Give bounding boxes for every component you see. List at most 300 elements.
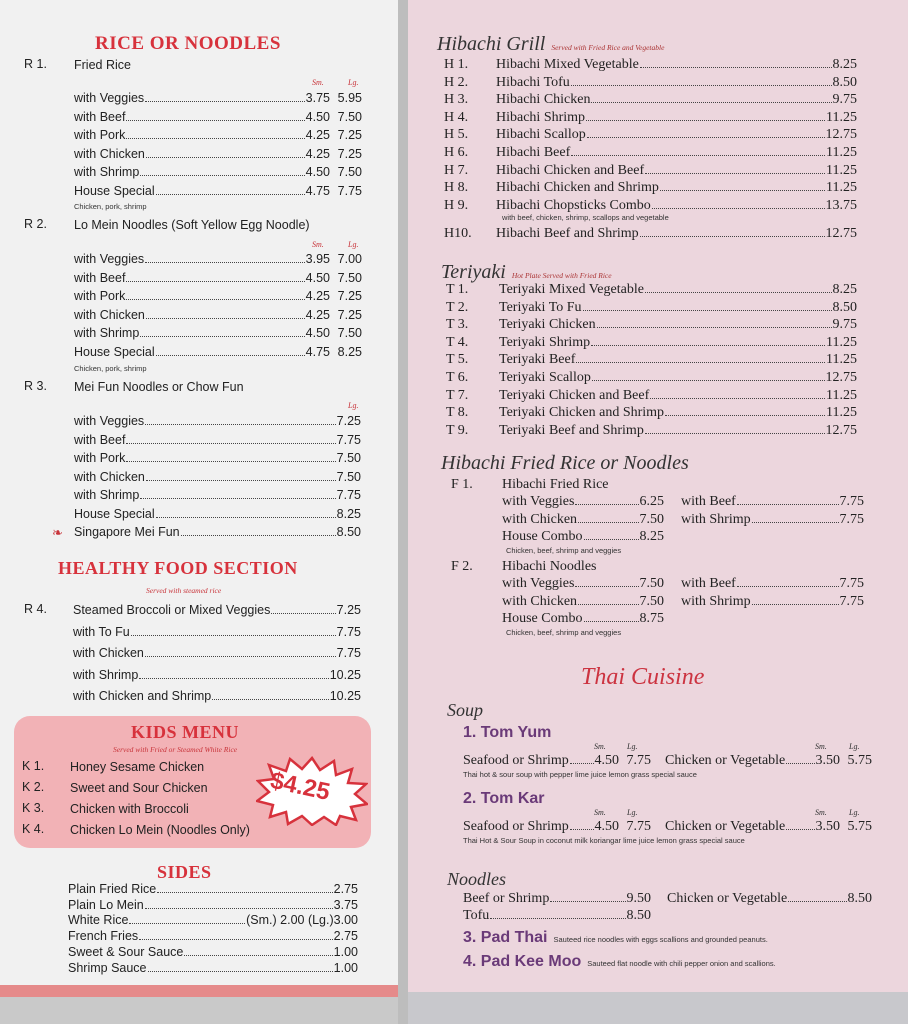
item-code: R 1. xyxy=(24,57,47,71)
item-price: 13.75 xyxy=(825,197,857,213)
menu-item-row xyxy=(73,645,361,662)
healthy-food-title: HEALTHY FOOD SECTION xyxy=(58,558,298,578)
dot-leader xyxy=(145,101,304,102)
item-price: 8.50 xyxy=(626,908,651,923)
size-large-header: Lg. xyxy=(348,78,359,87)
item-note: Thai Hot & Sour Soup in coconut milk koriangar lime juice lemon grass special sauce xyxy=(463,836,745,845)
menu-item-row xyxy=(74,164,362,181)
menu-item-row xyxy=(496,179,857,197)
item-name: with Chicken xyxy=(74,469,145,484)
menu-item-row xyxy=(74,524,361,541)
menu-item-row xyxy=(74,506,361,523)
item-price: 2.75 xyxy=(333,882,358,896)
noodles-heading: Noodles xyxy=(447,869,507,889)
item-price-large: 7.25 xyxy=(337,146,362,161)
item-price: 12.75 xyxy=(825,226,857,241)
dot-leader xyxy=(550,901,625,902)
item-name: Hibachi Chicken and Beef xyxy=(496,162,645,178)
item-code: T 9. xyxy=(446,422,469,438)
item-name: with Chicken xyxy=(502,512,578,527)
dot-leader xyxy=(157,892,332,893)
soup-item-title: 2. Tom Kar xyxy=(463,790,545,807)
item-note: Chicken, beef, shrimp and veggies xyxy=(506,546,622,555)
menu-item-row xyxy=(74,251,362,268)
item-code: H 4. xyxy=(444,109,469,125)
item-name: Hibachi Mixed Vegetable xyxy=(496,57,639,72)
dot-leader xyxy=(645,173,825,174)
menu-item-row xyxy=(667,890,872,908)
healthy-food-subtitle: Served with steamed rice xyxy=(146,586,222,595)
dot-leader xyxy=(126,299,304,300)
item-price-large: 7.75 xyxy=(626,753,651,768)
item-price: 7.75 xyxy=(839,576,864,591)
section-title: Hibachi Grill xyxy=(437,33,546,55)
kids-price: $4.25 xyxy=(267,767,333,806)
menu-item-row xyxy=(496,144,857,162)
item-price: 11.25 xyxy=(826,387,857,403)
item-name: with Veggies xyxy=(502,494,575,509)
item-price: 4.25 xyxy=(305,146,330,161)
size-small-header: Sm. xyxy=(594,742,606,751)
item-code: T 8. xyxy=(446,405,469,421)
dot-leader xyxy=(571,155,825,156)
menu-item-row xyxy=(463,818,651,836)
dot-leader xyxy=(652,208,825,209)
item-note: Sauteed rice noodles with eggs scallions and grounded peanuts. xyxy=(553,935,768,944)
dot-leader xyxy=(592,380,825,381)
item-title: Hibachi Fried Rice xyxy=(502,477,609,492)
item-price: 8.25 xyxy=(832,57,857,72)
item-price: 4.75 xyxy=(305,344,330,359)
menu-item-row xyxy=(681,575,864,593)
item-name: Hibachi Beef and Shrimp xyxy=(496,226,639,241)
dot-leader xyxy=(145,908,333,909)
item-note: Sauteed flat noodle with chili pepper onion and scallions. xyxy=(587,959,776,968)
item-name: Plain Fried Rice xyxy=(68,882,157,896)
item-price-large: 5.95 xyxy=(337,91,362,105)
item-price: 12.75 xyxy=(825,422,857,438)
spicy-pepper-icon: ❧ xyxy=(52,525,63,540)
dot-leader xyxy=(597,327,832,328)
item-price-large: 7.25 xyxy=(337,128,362,142)
dot-leader xyxy=(140,498,335,499)
item-price: 9.75 xyxy=(832,317,857,333)
item-price-large: 7.25 xyxy=(337,307,362,322)
item-name: House Special xyxy=(74,183,155,198)
menu-item-row xyxy=(463,752,651,770)
item-price-large: 7.50 xyxy=(337,270,362,285)
sides-title: SIDES xyxy=(157,862,212,882)
menu-item-row xyxy=(665,752,872,770)
item-price: 6.25 xyxy=(639,494,664,509)
item-name: with Shrimp xyxy=(74,165,140,179)
item-price: 11.25 xyxy=(826,405,857,421)
item-name: Teriyaki Beef xyxy=(499,352,576,368)
item-price: 1.00 xyxy=(333,944,358,959)
menu-item-row xyxy=(73,624,361,641)
item-name: with Shrimp xyxy=(73,667,139,682)
dot-leader xyxy=(583,310,832,311)
item-name: Teriyaki Chicken and Beef xyxy=(499,387,650,403)
item-price: 3.95 xyxy=(305,252,330,266)
section-subtitle: Hot Plate Served with Fried Rice xyxy=(511,271,612,280)
item-price: 4.50 xyxy=(594,819,619,834)
dot-leader xyxy=(640,67,832,68)
menu-item-row xyxy=(681,493,864,511)
kids-menu-subtitle: Served with Fried or Steamed White Rice xyxy=(113,745,238,754)
item-name: with Pork xyxy=(74,128,126,142)
noodle-item-title: 3. Pad Thai xyxy=(463,929,548,946)
item-name: with Chicken xyxy=(74,307,145,322)
dot-leader xyxy=(737,504,839,505)
item-price: 11.25 xyxy=(826,352,857,368)
item-price: 1.00 xyxy=(333,960,358,975)
menu-item-row xyxy=(496,109,857,127)
size-large-header: Lg. xyxy=(849,808,860,817)
dot-leader xyxy=(645,433,825,434)
dot-leader xyxy=(181,535,336,536)
item-name: Chicken or Vegetable xyxy=(667,891,788,906)
dot-leader xyxy=(578,522,638,523)
dot-leader xyxy=(145,656,336,657)
section-title: Teriyaki xyxy=(441,261,506,283)
kids-item-code: K 3. xyxy=(22,801,45,815)
dot-leader xyxy=(156,355,305,356)
menu-item-row xyxy=(73,667,361,684)
item-name: Seafood or Shrimp xyxy=(463,753,569,768)
menu-item-row xyxy=(499,299,857,317)
side-item-row xyxy=(68,898,358,913)
item-name: Steamed Broccoli or Mixed Veggies xyxy=(73,603,271,617)
item-code: R 4. xyxy=(24,602,47,616)
size-small-header: Sm. xyxy=(312,240,324,249)
item-mid-price: (Sm.) 2.00 (Lg.) xyxy=(246,913,334,928)
noodle-item xyxy=(463,929,768,947)
dot-leader xyxy=(126,120,304,121)
section-title: Hibachi Fried Rice or Noodles xyxy=(441,452,689,474)
item-name: Teriyaki Chicken xyxy=(499,317,596,333)
dot-leader xyxy=(271,613,335,614)
menu-item-row xyxy=(74,109,362,126)
page-edge xyxy=(0,997,398,1024)
item-name: Hibachi Scallop xyxy=(496,127,586,143)
page-edge xyxy=(408,992,908,1024)
item-title: Lo Mein Noodles (Soft Yellow Egg Noodle) xyxy=(74,218,310,232)
dot-leader xyxy=(148,971,333,972)
item-price: 4.50 xyxy=(594,753,619,768)
item-price: 8.25 xyxy=(336,506,361,521)
dot-leader xyxy=(587,137,825,138)
item-name: with Beef xyxy=(74,270,126,285)
item-price: 4.25 xyxy=(305,289,330,303)
menu-item-row xyxy=(74,413,361,430)
item-price: 11.25 xyxy=(826,162,857,178)
menu-item-row xyxy=(502,511,664,529)
side-item-row xyxy=(68,882,358,897)
menu-item-row xyxy=(74,307,362,324)
item-name: Singapore Mei Fun xyxy=(74,525,180,539)
item-price: 8.75 xyxy=(639,611,664,626)
item-name: with Veggies xyxy=(74,252,145,266)
item-name: with Beef xyxy=(74,109,126,124)
kids-item-name: Sweet and Sour Chicken xyxy=(70,781,208,795)
size-small-header: Sm. xyxy=(815,742,827,751)
item-name: House Special xyxy=(74,344,155,359)
item-code: T 3. xyxy=(446,317,469,333)
item-price: 8.25 xyxy=(832,282,857,297)
item-name: with Beef xyxy=(74,432,126,447)
dot-leader xyxy=(140,175,304,176)
item-name: with Chicken xyxy=(502,594,578,609)
item-price: 7.75 xyxy=(336,624,361,639)
menu-item-row xyxy=(681,593,864,611)
dot-leader xyxy=(570,829,594,830)
dot-leader xyxy=(640,236,825,237)
menu-item-row xyxy=(499,351,857,369)
dot-leader xyxy=(184,955,332,956)
item-name: with Shrimp xyxy=(681,512,751,527)
item-title: Fried Rice xyxy=(74,58,131,72)
dot-leader xyxy=(139,678,328,679)
menu-item-row xyxy=(74,127,362,144)
page-fold xyxy=(398,0,408,1024)
item-price: 7.75 xyxy=(336,646,361,660)
item-code: T 1. xyxy=(446,282,469,297)
item-name: Plain Lo Mein xyxy=(68,897,144,912)
rice-noodles-title: RICE OR NOODLES xyxy=(95,33,281,54)
dot-leader xyxy=(591,345,825,346)
item-price: 7.25 xyxy=(336,414,361,428)
item-code: T 5. xyxy=(446,352,469,368)
item-code: H 9. xyxy=(444,197,469,213)
item-name: with Beef xyxy=(681,576,736,591)
dot-leader xyxy=(140,336,304,337)
noodle-item xyxy=(463,953,776,971)
dot-leader xyxy=(146,318,305,319)
item-price: 8.50 xyxy=(336,525,361,539)
dot-leader xyxy=(752,522,839,523)
menu-item-row xyxy=(499,404,857,422)
item-name: Teriyaki Beef and Shrimp xyxy=(499,422,644,438)
item-price: 7.50 xyxy=(639,594,664,609)
dot-leader xyxy=(586,120,825,121)
dot-leader xyxy=(126,461,335,462)
item-price: 4.50 xyxy=(305,270,330,285)
dot-leader xyxy=(645,292,832,293)
item-price: 7.50 xyxy=(336,469,361,484)
item-price-large: 7.50 xyxy=(337,326,362,340)
item-name: Hibachi Chicken xyxy=(496,92,591,108)
dot-leader xyxy=(156,517,336,518)
item-name: Teriyaki Chicken and Shrimp xyxy=(499,405,665,421)
menu-item-row xyxy=(502,575,664,593)
dot-leader xyxy=(660,190,825,191)
item-name: Chicken or Vegetable xyxy=(665,819,786,834)
item-price: 11.25 xyxy=(826,180,857,196)
soup-heading: Soup xyxy=(447,700,483,720)
kids-item-code: K 2. xyxy=(22,780,45,794)
menu-item-row xyxy=(74,270,362,287)
menu-item-row xyxy=(502,493,664,511)
item-price: 2.75 xyxy=(333,929,358,944)
menu-item-row xyxy=(74,344,362,361)
dot-leader xyxy=(571,85,832,86)
item-code: H 8. xyxy=(444,180,469,196)
item-price: 3.50 xyxy=(815,819,840,834)
side-item-row xyxy=(68,929,358,944)
dot-leader xyxy=(575,586,638,587)
dot-leader xyxy=(490,918,625,919)
item-name: Beef or Shrimp xyxy=(463,891,550,906)
dot-leader xyxy=(126,138,304,139)
size-large-header: Lg. xyxy=(849,742,860,751)
menu-item-row xyxy=(74,325,362,342)
item-name: with Veggies xyxy=(74,414,145,428)
item-name: with Beef xyxy=(681,494,736,509)
menu-item-row xyxy=(496,56,857,74)
item-price: 9.75 xyxy=(832,92,857,108)
item-price: 11.25 xyxy=(826,334,857,350)
item-title: Hibachi Noodles xyxy=(502,559,597,574)
item-price: 11.25 xyxy=(826,109,857,125)
dot-leader xyxy=(591,102,831,103)
menu-item-row xyxy=(463,907,651,925)
size-small-header: Sm. xyxy=(594,808,606,817)
item-price: 9.50 xyxy=(626,891,651,906)
dot-leader xyxy=(665,415,825,416)
item-price-large: 7.50 xyxy=(337,109,362,124)
side-item-row xyxy=(68,945,358,960)
item-price: 7.75 xyxy=(839,494,864,509)
item-price: 7.50 xyxy=(639,576,664,591)
menu-item-row xyxy=(681,511,864,529)
dot-leader xyxy=(584,621,639,622)
item-name: with Pork xyxy=(74,451,126,465)
item-code: H10. xyxy=(444,226,472,241)
item-code: T 2. xyxy=(446,299,469,315)
item-name: with Veggies xyxy=(74,91,145,105)
item-code: H 1. xyxy=(444,57,469,72)
item-price: 7.75 xyxy=(336,488,361,502)
dot-leader xyxy=(650,398,825,399)
side-item-row xyxy=(68,913,358,928)
item-code: T 7. xyxy=(446,387,469,403)
size-large-header: Lg. xyxy=(627,808,638,817)
hibachi-grill-heading xyxy=(437,33,664,56)
item-name: with Shrimp xyxy=(74,326,140,340)
kids-item-code: K 4. xyxy=(22,822,45,836)
kids-item-name: Chicken with Broccoli xyxy=(70,802,189,816)
size-large-header: Lg. xyxy=(348,401,359,410)
menu-item-row xyxy=(74,146,362,163)
item-price: 3.00 xyxy=(333,913,358,928)
item-price-large: 7.00 xyxy=(337,252,362,266)
item-price: 12.75 xyxy=(825,370,857,385)
item-price: 7.75 xyxy=(336,432,361,447)
item-name: House Combo xyxy=(502,611,583,626)
kids-item-name: Chicken Lo Mein (Noodles Only) xyxy=(70,823,250,837)
item-price: 3.75 xyxy=(333,897,358,912)
item-name: Hibachi Beef xyxy=(496,145,571,160)
size-large-header: Lg. xyxy=(348,240,359,249)
dot-leader xyxy=(131,635,336,636)
item-name: Seafood or Shrimp xyxy=(463,819,569,834)
dot-leader xyxy=(578,604,638,605)
item-note: Chicken, pork, shrimp xyxy=(74,202,147,211)
bottom-strip xyxy=(0,985,398,997)
item-code: H 3. xyxy=(444,92,469,108)
item-name: White Rice xyxy=(68,913,129,928)
item-name: House Combo xyxy=(502,529,583,544)
item-name: with Pork xyxy=(74,289,126,303)
item-price-large: 7.25 xyxy=(337,289,362,303)
menu-item-row xyxy=(496,162,857,180)
dot-leader xyxy=(139,939,333,940)
menu-item-row xyxy=(74,183,362,200)
noodle-item-title: 4. Pad Kee Moo xyxy=(463,953,582,970)
item-name: with Shrimp xyxy=(681,594,751,609)
section-subtitle: Served with Fried Rice and Vegetable xyxy=(551,43,665,52)
item-price: 4.50 xyxy=(305,109,330,124)
item-price: 7.75 xyxy=(839,512,864,527)
item-name: Shrimp Sauce xyxy=(68,960,147,975)
dot-leader xyxy=(146,157,305,158)
item-price: 7.50 xyxy=(336,451,361,465)
item-note: Thai hot & sour soup with pepper lime juice lemon grass special sauce xyxy=(463,770,697,779)
item-price: 7.75 xyxy=(839,594,864,609)
item-code: H 5. xyxy=(444,127,469,143)
kids-menu-title: KIDS MENU xyxy=(131,722,240,742)
soup-item-title: 1. Tom Yum xyxy=(463,724,552,741)
item-price: 3.75 xyxy=(305,91,330,105)
item-price: 4.25 xyxy=(305,307,330,322)
menu-item-row xyxy=(74,450,361,467)
menu-item-row xyxy=(73,602,361,619)
kids-item-name: Honey Sesame Chicken xyxy=(70,760,205,774)
item-code: F 2. xyxy=(451,559,473,574)
item-price: 4.50 xyxy=(305,326,330,340)
item-price: 4.25 xyxy=(305,128,330,142)
item-name: Hibachi Tofu xyxy=(496,74,570,90)
item-name: with Chicken xyxy=(73,646,144,660)
menu-item-row xyxy=(502,593,664,611)
menu-item-row xyxy=(665,818,872,836)
item-name: Teriyaki Mixed Vegetable xyxy=(499,282,644,297)
item-code: R 2. xyxy=(24,217,47,231)
menu-item-row xyxy=(74,288,362,305)
item-title: Mei Fun Noodles or Chow Fun xyxy=(74,380,244,394)
item-price: 12.75 xyxy=(825,127,857,143)
menu-item-row xyxy=(74,487,361,504)
menu-item-row xyxy=(496,225,857,243)
item-name: with Chicken xyxy=(74,146,145,161)
item-code: T 6. xyxy=(446,370,469,385)
menu-item-row xyxy=(496,74,857,92)
item-price-large: 7.75 xyxy=(337,183,362,198)
dot-leader xyxy=(576,362,825,363)
item-price: 8.50 xyxy=(832,299,857,315)
dot-leader xyxy=(156,194,305,195)
kids-item-code: K 1. xyxy=(22,759,45,773)
item-name: Tofu xyxy=(463,908,490,923)
item-name: with Veggies xyxy=(502,576,575,591)
item-code: H 2. xyxy=(444,74,469,90)
menu-item-row xyxy=(74,469,361,486)
dot-leader xyxy=(146,480,336,481)
size-small-header: Sm. xyxy=(815,808,827,817)
item-price: 10.25 xyxy=(329,689,361,703)
item-price: 11.25 xyxy=(826,145,857,160)
